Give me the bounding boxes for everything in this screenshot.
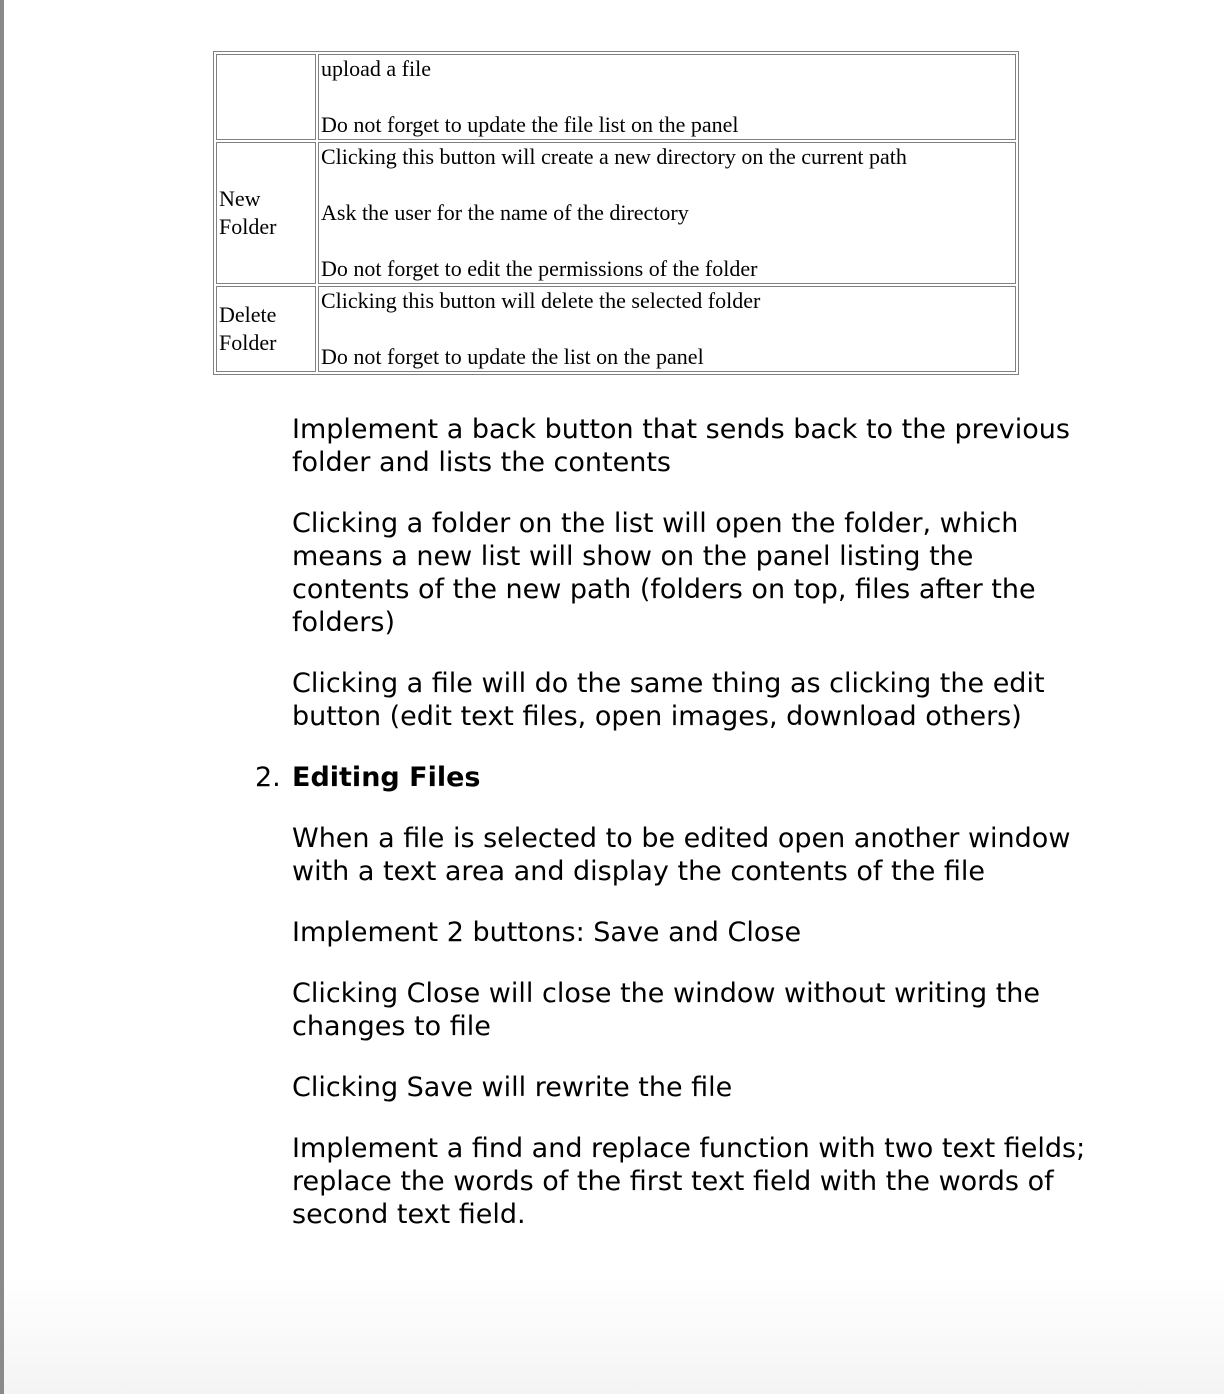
paragraph: Clicking a file will do the same thing as clicking the edit button (edit text files, open images, download others) [292, 668, 1045, 732]
paragraph: Clicking Close will close the window without writing the changes to file [292, 978, 1041, 1042]
paragraph: When a file is selected to be edited open another window with a text area and display the contents of the file [292, 823, 1071, 887]
table-row [216, 54, 1016, 140]
paragraph: Implement a find and replace function with two text fields; replace the words of the first text field with the words of second text field. [292, 1133, 1086, 1230]
description-line: Do not forget to update the list on the panel [321, 344, 704, 369]
paragraph: Implement a back button that sends back to the previous folder and lists the contents [292, 414, 1070, 478]
description-line: Clicking this button will create a new directory on the current path [321, 144, 907, 169]
table-cell-label [216, 54, 316, 140]
paragraph: Clicking a folder on the list will open the folder, which means a new list will show on the panel listing the contents of the new path (folders on top, files after the folders) [292, 508, 1036, 638]
paragraph: Clicking Save will rewrite the file [292, 1072, 733, 1103]
description-line: Clicking this button will delete the selected folder [321, 288, 761, 313]
description-line: Do not forget to update the file list on the panel [321, 112, 739, 137]
table-cell-label: New Folder [216, 142, 316, 284]
description-line: Ask the user for the name of the directory [321, 200, 689, 225]
feature-table [213, 51, 1019, 375]
table-cell-description [318, 54, 1016, 140]
document-body [255, 413, 1092, 1259]
table-cell-description [318, 142, 1016, 284]
section-heading [255, 761, 1092, 794]
description-line: Do not forget to edit the permissions of the folder [321, 256, 758, 281]
window-left-edge [0, 0, 4, 1394]
section-number: 2. [255, 762, 281, 793]
section-title: Editing Files [292, 762, 481, 793]
description-line: upload a file [321, 56, 431, 81]
table-cell-description [318, 286, 1016, 372]
table-cell-label: Delete Folder [216, 286, 316, 372]
page-bottom-shadow [4, 1274, 1224, 1394]
table-row [216, 286, 1016, 372]
paragraph: Implement 2 buttons: Save and Close [292, 917, 802, 948]
table-row [216, 142, 1016, 284]
